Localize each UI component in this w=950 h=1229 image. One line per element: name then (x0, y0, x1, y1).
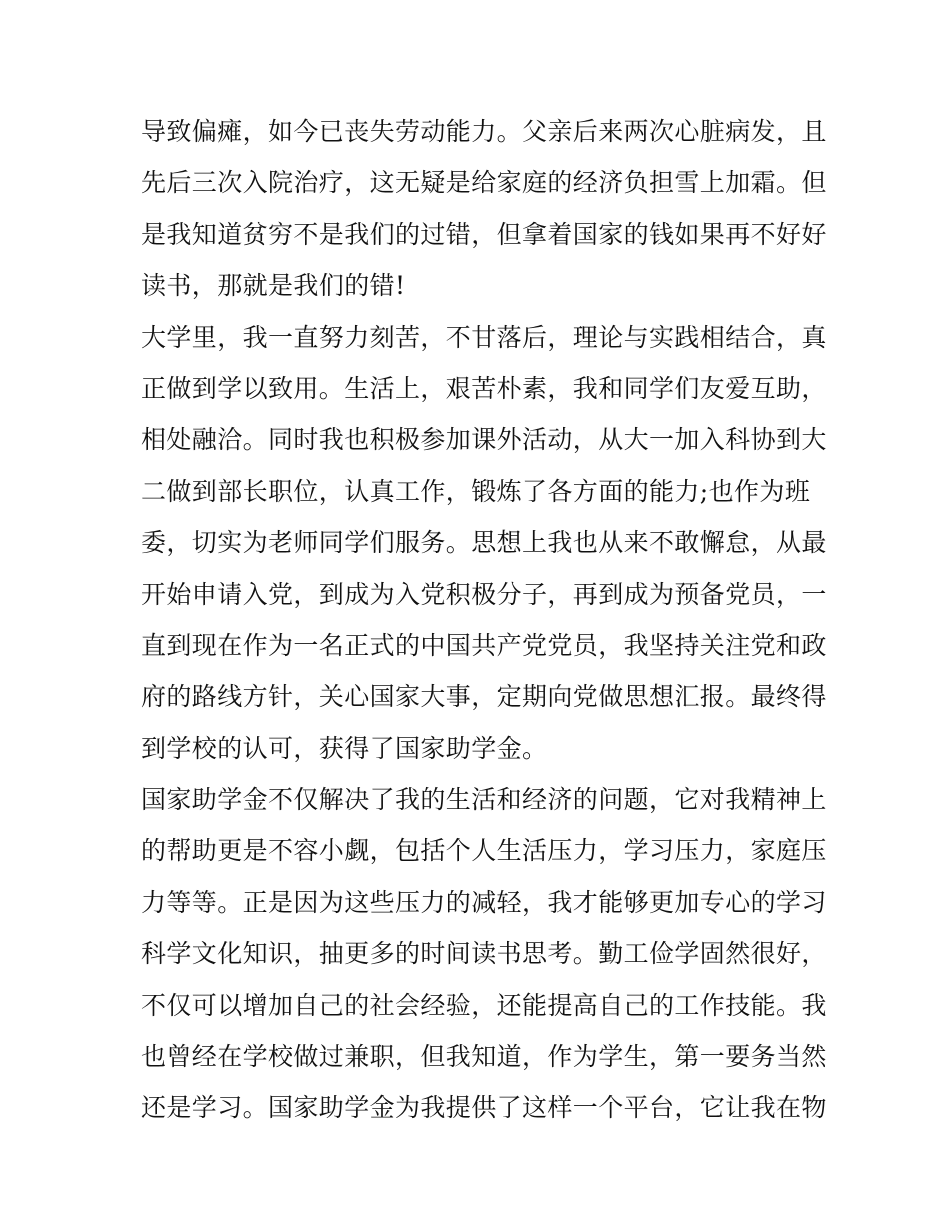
text-line: 的帮助更是不容小觑，包括个人生活压力，学习压力，家庭压 (141, 836, 827, 866)
text-line: 是我知道贫穷不是我们的过错，但拿着国家的钱如果再不好好 (141, 219, 827, 249)
text-line: 大学里，我一直努力刻苦，不甘落后，理论与实践相结合，真 (141, 322, 827, 352)
text-line: 委，切实为老师同学们服务。思想上我也从来不敢懈怠，从最 (141, 528, 827, 558)
text-line: 开始申请入党，到成为入党积极分子，再到成为预备党员，一 (141, 579, 827, 609)
text-line: 国家助学金不仅解决了我的生活和经济的问题，它对我精神上 (141, 785, 827, 815)
text-line: 先后三次入院治疗，这无疑是给家庭的经济负担雪上加霜。但 (141, 168, 827, 198)
text-line: 还是学习。国家助学金为我提供了这样一个平台，它让我在物 (141, 1093, 827, 1123)
text-line: 科学文化知识，抽更多的时间读书思考。勤工俭学固然很好， (141, 939, 827, 969)
text-line: 府的路线方针，关心国家大事，定期向党做思想汇报。最终得 (141, 682, 827, 712)
body-text (141, 106, 827, 1134)
text-line: 相处融洽。同时我也积极参加课外活动，从大一加入科协到大 (141, 425, 827, 455)
text-line: 力等等。正是因为这些压力的减轻，我才能够更加专心的学习 (141, 887, 827, 917)
text-line: 二做到部长职位，认真工作，锻炼了各方面的能力;也作为班 (141, 476, 811, 506)
text-line: 也曾经在学校做过兼职，但我知道，作为学生，第一要务当然 (141, 1042, 827, 1072)
text-line: 读书，那就是我们的错! (141, 271, 406, 301)
text-line: 导致偏瘫，如今已丧失劳动能力。父亲后来两次心脏病发，且 (141, 117, 827, 146)
text-line: 不仅可以增加自己的社会经验，还能提高自己的工作技能。我 (141, 990, 827, 1020)
text-line: 到学校的认可，获得了国家助学金。 (141, 733, 548, 763)
text-line: 直到现在作为一名正式的中国共产党党员，我坚持关注党和政 (141, 630, 827, 660)
text-line: 正做到学以致用。生活上，艰苦朴素，我和同学们友爱互助， (141, 373, 827, 403)
